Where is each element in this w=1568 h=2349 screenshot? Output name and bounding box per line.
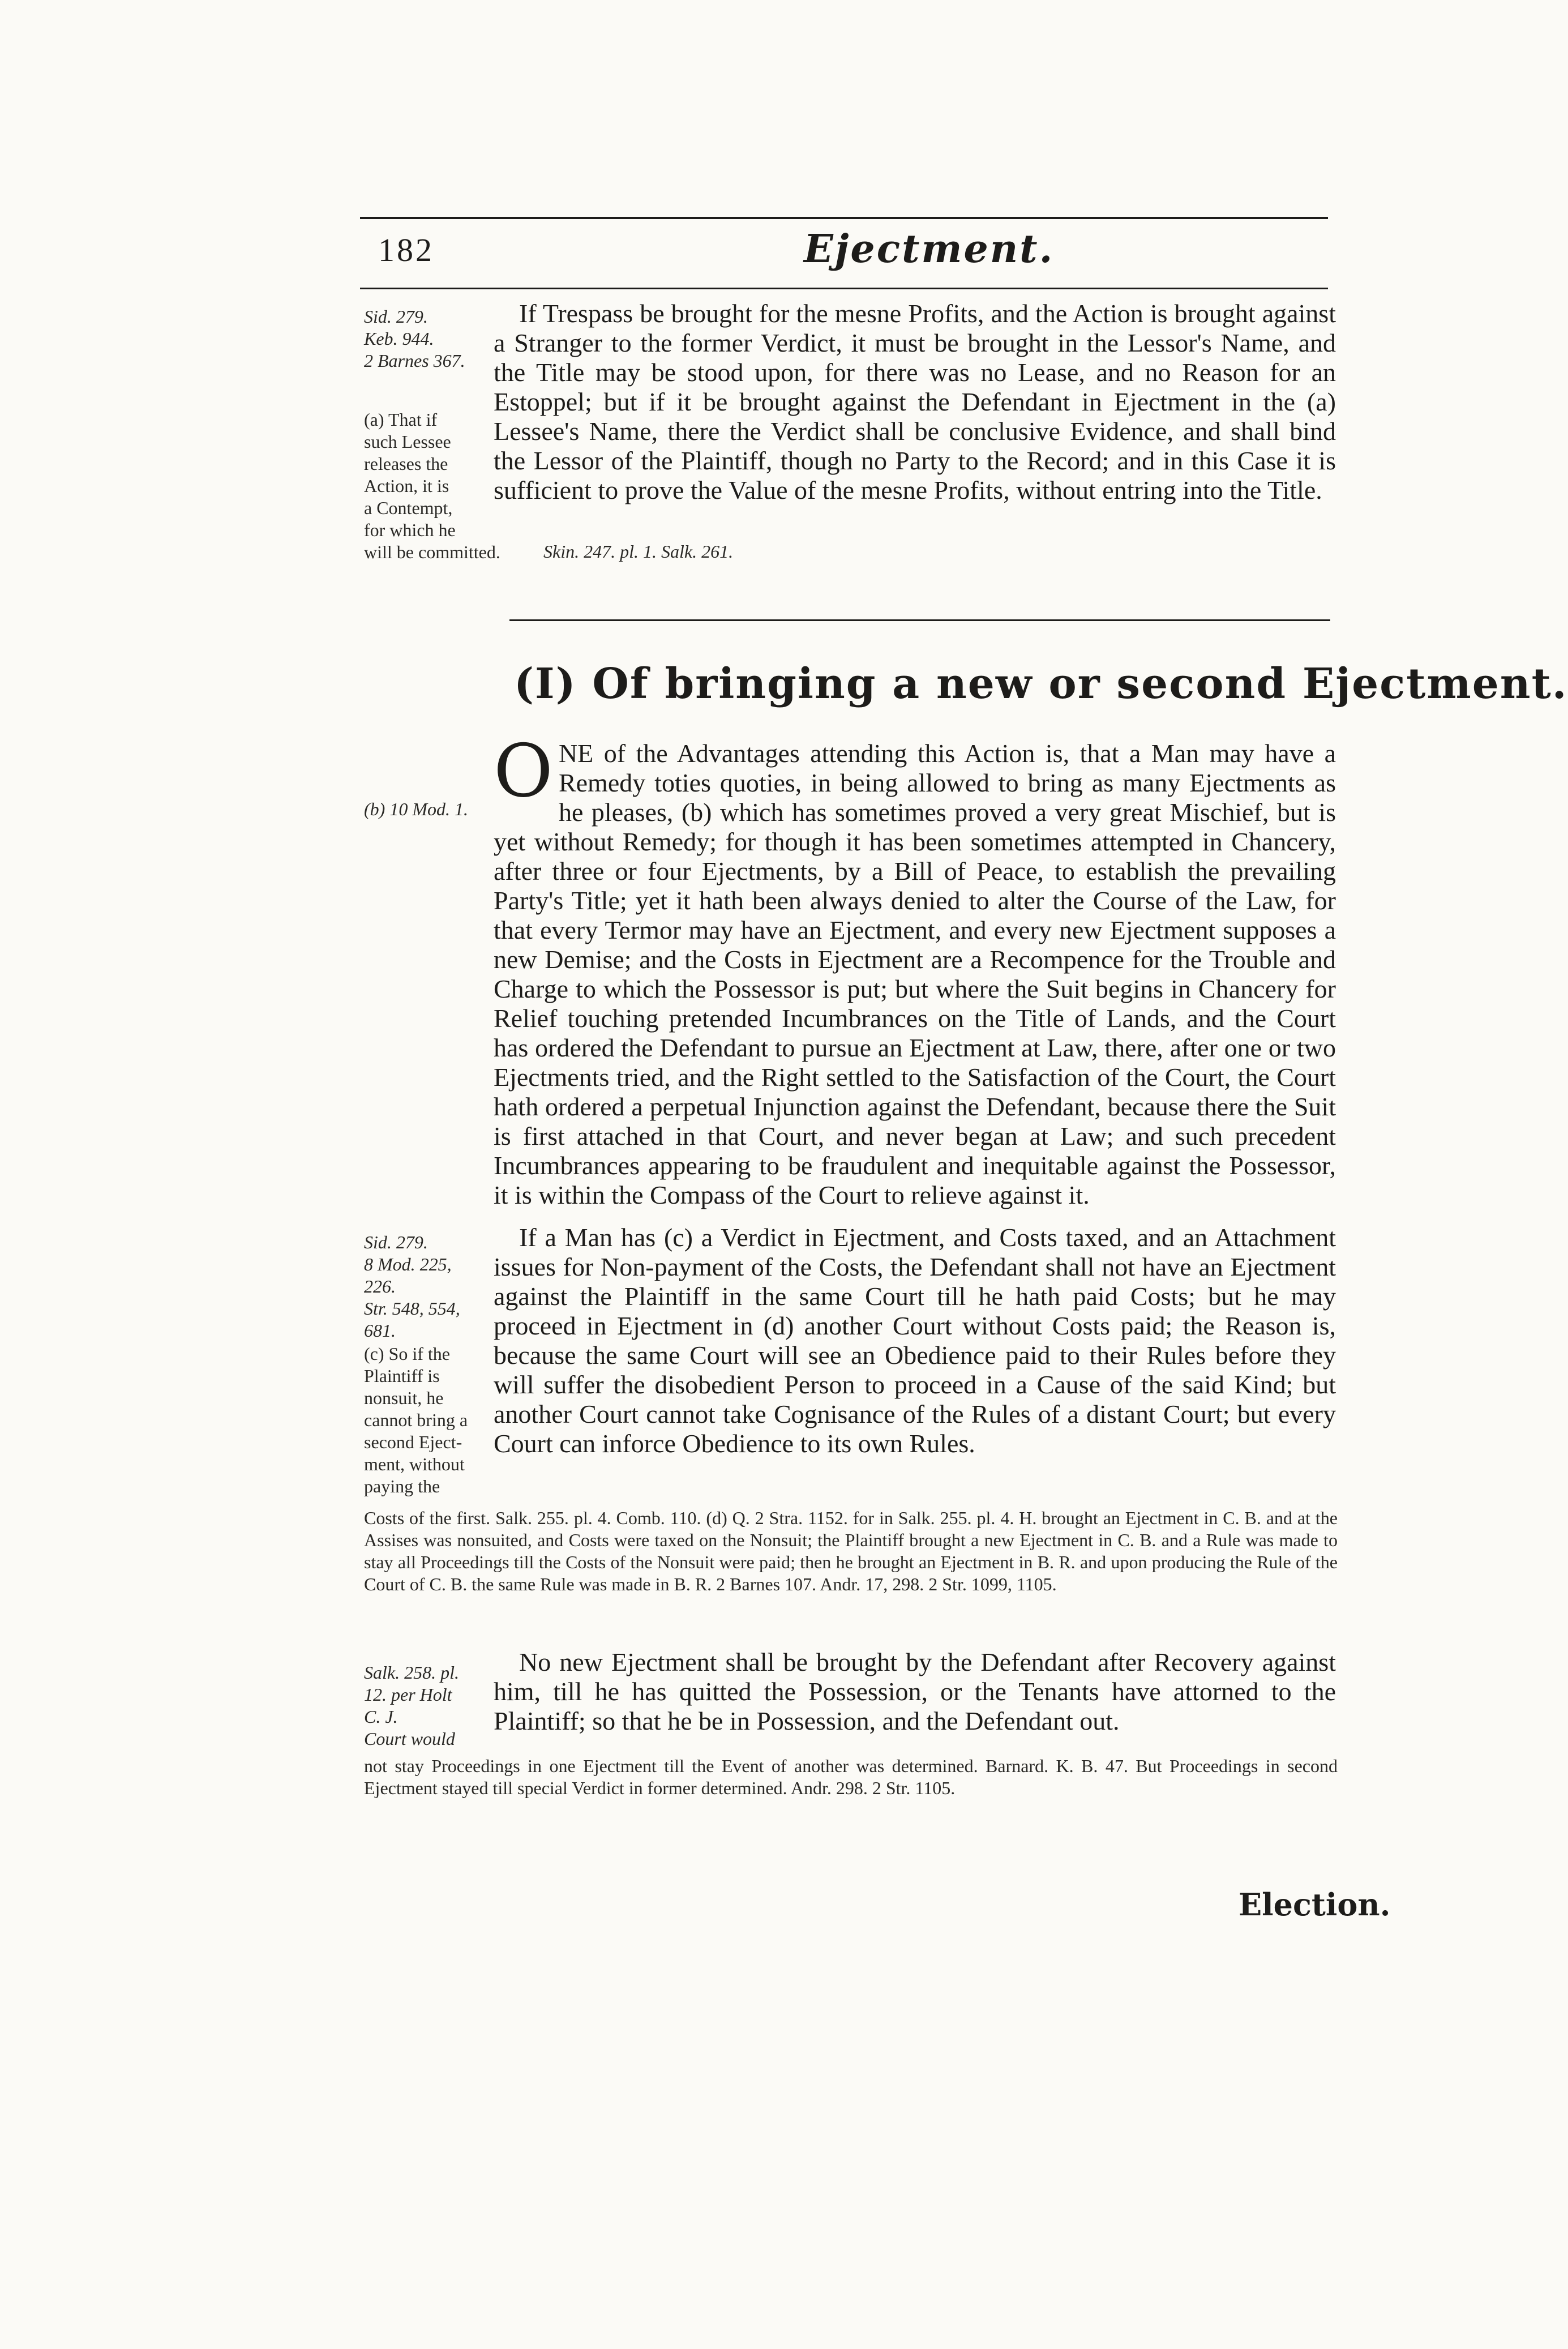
paragraph-second-ejectment-text: NE of the Advantages attending this Action is, that a Man may have a Remedy toties quoties, in being allowed to bring as many Ejectments as he pleases, (b) which has sometimes proved a very great Mischief, but is yet without Remedy; for though it has been sometimes attempted in Chancery, after three or four Ejectments, by a Bill of Peace, to establish the prevailing Party's Title; yet it hath been always denied to alter the Course of the Law, for that every Termor may have an Ejectment, and every new Ejectment supposes a new Demise; and the Costs in Ejectment are a Recompence for the Trouble and Charge to which the Possessor is put; but where the Suit begins in Chancery for Relief touching pretended Incumbrances on the Title of Lands, and the Court has ordered the Defendant to pursue an Ejectment at Law, there, after one or two Ejectments tried, and the Right settled to the Satisfaction of the Court, the Court hath ordered a perpetual Injunction against the Defendant, because there the Suit is first attached in that Court, and never began at Law; and such precedent Incumbrances appearing to be fraudulent and inequitable against the Possessor, it is within the Compass of the Court to relieve against it. [494,739,1336,1209]
margin-citation-2: Sid. 279. 8 Mod. 225, 226. Str. 548, 554, 681. [364,1232,460,1341]
page-number: 182 [378,232,434,268]
section-title: (I) Of bringing a new or second Ejectment. [514,660,1568,708]
paragraph-second-ejectment [494,729,1336,1210]
footnote-proceedings: not stay Proceedings in one Ejectment till the Event of another was determined. Barnard. K. B. 47. But Proceedings in second Ejectment stayed till special Verdict in former determined. Andr. 298. 2 Str. 1105. [364,1756,1338,1798]
margin-note-c: (c) So if the Plaintiff is nonsuit, he cannot bring a second Eject- ment, without paying the [364,1343,468,1496]
section-divider [509,619,1330,621]
citation-skinner: Skin. 247. pl. 1. Salk. 261. [543,541,734,562]
header-top-rule [360,217,1328,219]
margin-citation-1: Sid. 279. Keb. 944. 2 Barnes 367. [364,306,465,371]
running-head: Ejectment. [804,226,1055,272]
margin-citation-b: (b) 10 Mod. 1. [364,799,468,819]
footnote-costs: Costs of the first. Salk. 255. pl. 4. Comb. 110. (d) Q. 2 Stra. 1152. for in Salk. 255. pl. 4. H. brought an Ejectment in C. B. and at the Assises was nonsuited, and Costs were taxed on the Nonsuit; the Plaintiff brought a new Ejectment in C. B. and a Rule was made to stay all Proceedings till the Costs of the Nonsuit were paid; then he brought an Ejectment in B. R. and upon producing the Rule of the Court of C. B. the same Rule was made in B. R. 2 Barnes 107. Andr. 17, 298. 2 Str. 1099, 1105. [364,1508,1338,1594]
paragraph-verdict-costs: If a Man has (c) a Verdict in Ejectment, and Costs taxed, and an Attachment issues for Non-payment of the Costs, the Defendant shall not have an Ejectment against the Plaintiff in the same Court till he hath paid Costs; but he may proceed in Ejectment in (d) another Court without Costs paid; the Reason is, because the same Court will see an Obedience paid to their Rules before they will suffer the disobedient Person to proceed in a Cause of the said Kind; but another Court cannot take Cognisance of the Rules of a distant Court; but every Court can inforce Obedience to its own Rules. [494,1223,1336,1458]
header-bottom-rule [360,288,1328,289]
paragraph-mesne-profits: If Trespass be brought for the mesne Profits, and the Action is brought against a Stranger to the former Verdict, it must be brought in the Lessor's Name, and the Title may be stood upon, for there was no Lease, and no Reason for an Estoppel; but if it be brought against the Defendant in Ejectment in the (a) Lessee's Name, there the Verdict shall be conclusive Evidence, and shall bind the Lessor of the Plaintiff, though no Party to the Record; and in this Case it is sufficient to prove the Value of the mesne Profits, without entring into the Title. [494,299,1336,504]
paragraph-no-new-ejectment: No new Ejectment shall be brought by the Defendant after Recovery against him, till he has quitted the Possession, or the Tenants have attorned to the Plaintiff; so that he be in Possession, and the Defendant out. [494,1648,1336,1735]
catchword: Election. [1239,1886,1391,1923]
margin-note-a: (a) That if such Lessee releases the Action, it is a Contempt, for which he will be committed. [364,409,500,562]
drop-cap: O [494,729,553,814]
margin-citation-3: Salk. 258. pl. 12. per Holt C. J. Court would [364,1662,459,1749]
